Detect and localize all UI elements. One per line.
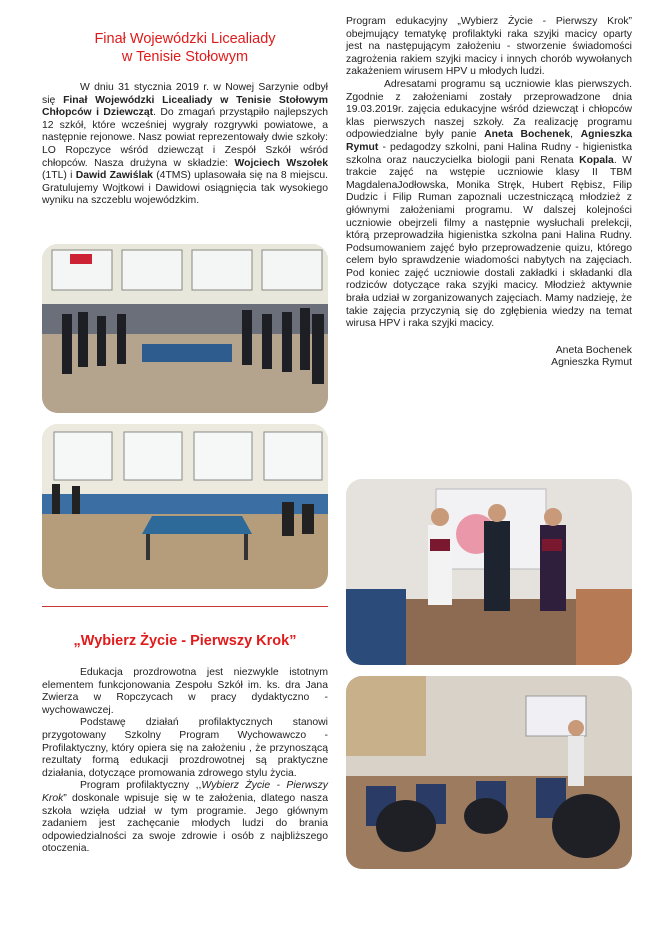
program-paragraph-3: Program profilaktyczny ,,Wybierz Życie - Pierwszy Krok” doskonale wpisuje się w te założenia, dlatego nasza szkoła wzięła udział w tym programie. Jego głównym zadaniem jest zachęcanie młodych ludzi do brania odpowiedzialności za swoje zdrowie i osób z najbliższego otoczenia. — [42, 780, 328, 855]
program-paragraph-2: Podstawę działań profilaktycznych stanowi przygotowany Szkolny Program Wychowawczo - Profilaktyczny, który opiera się na założeniu , że przynoszącą rezultaty formą edukacji prozdrowotnej są praktyczne działania, dotyczące promowania zdrowego stylu życia. — [42, 717, 328, 779]
signature — [346, 345, 632, 370]
title-line-1: Finał Wojewódzki Licealiady — [94, 31, 276, 47]
tennis-paragraph: W dniu 31 stycznia 2019 r. w Nowej Sarzynie odbył się Finał Wojewódzki Licealiady w Tenisie Stołowym Chłopców i Dziewcząt. Do zmagań przystąpiło najlepszych 12 szkół, które wcześniej wygrały rozgrywki powiatowe, a następnie rejonowe. Nasz powiat reprezentowały dwie szkoły: LO Ropczyce wśród dziewcząt i Zespół Szkół wśród chłopców. Nasza drużyna w składzie: Wojciech Wszołek (1TL) i Dawid Zawiślak (4TMS) uplasowała się na 8 miejscu. Gratulujemy Wojtkowi i Dawidowi osiągnięcia tak wysokiego wyniku na szczeblu wojewódzkim. — [42, 82, 328, 207]
section-divider — [42, 606, 328, 607]
photo-tennis-hall-2 — [42, 424, 328, 589]
program-section — [42, 632, 328, 856]
signature-name-1: Aneta Bochenek — [555, 344, 632, 356]
article-title-tennis — [42, 30, 328, 66]
title-line-2: w Tenisie Stołowym — [121, 49, 249, 65]
left-column — [42, 30, 328, 208]
photo-tennis-hall-1 — [42, 244, 328, 413]
article-title-program: „Wybierz Życie - Pierwszy Krok” — [73, 633, 297, 649]
right-column — [346, 16, 632, 370]
program-paragraph-1: Edukacja prozdrowotna jest niezwykle istotnym elementem funkcjonowania Zespołu Szkół im. ks. dra Jana Zwierza w Ropczycach w pracy dydaktyczno - wychowawczej. — [42, 667, 328, 716]
photo-classroom — [346, 676, 632, 869]
right-paragraph-1: Program edukacyjny „Wybierz Życie - Pierwszy Krok” obejmujący tematykę profilaktyki raka szyjki macicy oparty jest na następującym założeniu - stworzenie świadomości zagrożenia rakiem szyjki macicy i innych chorób wywołanych zakażeniem wirusem HPV u młodych ludzi. — [346, 16, 632, 78]
signature-name-2: Agnieszka Rymut — [551, 357, 632, 369]
right-paragraph-2: Adresatami programu są uczniowie klas pierwszych. Zgodnie z założeniami zostały przeprowadzone dnia 19.03.2019r. zajęcia edukacyjne wśród dziewcząt i chłopców klas pierwszych naszej szkoły. Za realizację programu odpowiedzialne były panie Aneta Bochenek, Agnieszka Rymut - pedagodzy szkolni, pani Halina Rudny - higienistka szkolna oraz nauczycielka biologii pani Renata Kopala. W trakcie zajęć na wstępie uczniowie klasy II TBM MagdalenaJodłowska, Monika Stręk, Hubert Rębisz, Filip Dudzic i Filip Ruman zapoznali uczestniczącą młodzież z głównymi założeniami programu. W dalszej kolejności uczniowie obejrzeli filmy a następnie wysłuchali prelekcji, którą przeprowadziła higienistka szkolna pani Halina Rudny. Podsumowaniem zajęć było przeprowadzenie quizu, którego celem było sprawdzenie wiadomości nabytych na zajęciach. Pod koniec zajęć uczniowie dostali zakładki i składanki dla rodziców dotyczące raka szyjki macicy. Młodzież aktywnie brała udział w zorganizowanych zajęciach. Mamy nadzieję, że takie zajęcia przyczynią się do zgłębienia wiedzy na temat wirusa HPV i raka szyjki macicy. — [346, 78, 632, 330]
photo-presentation — [346, 479, 632, 665]
